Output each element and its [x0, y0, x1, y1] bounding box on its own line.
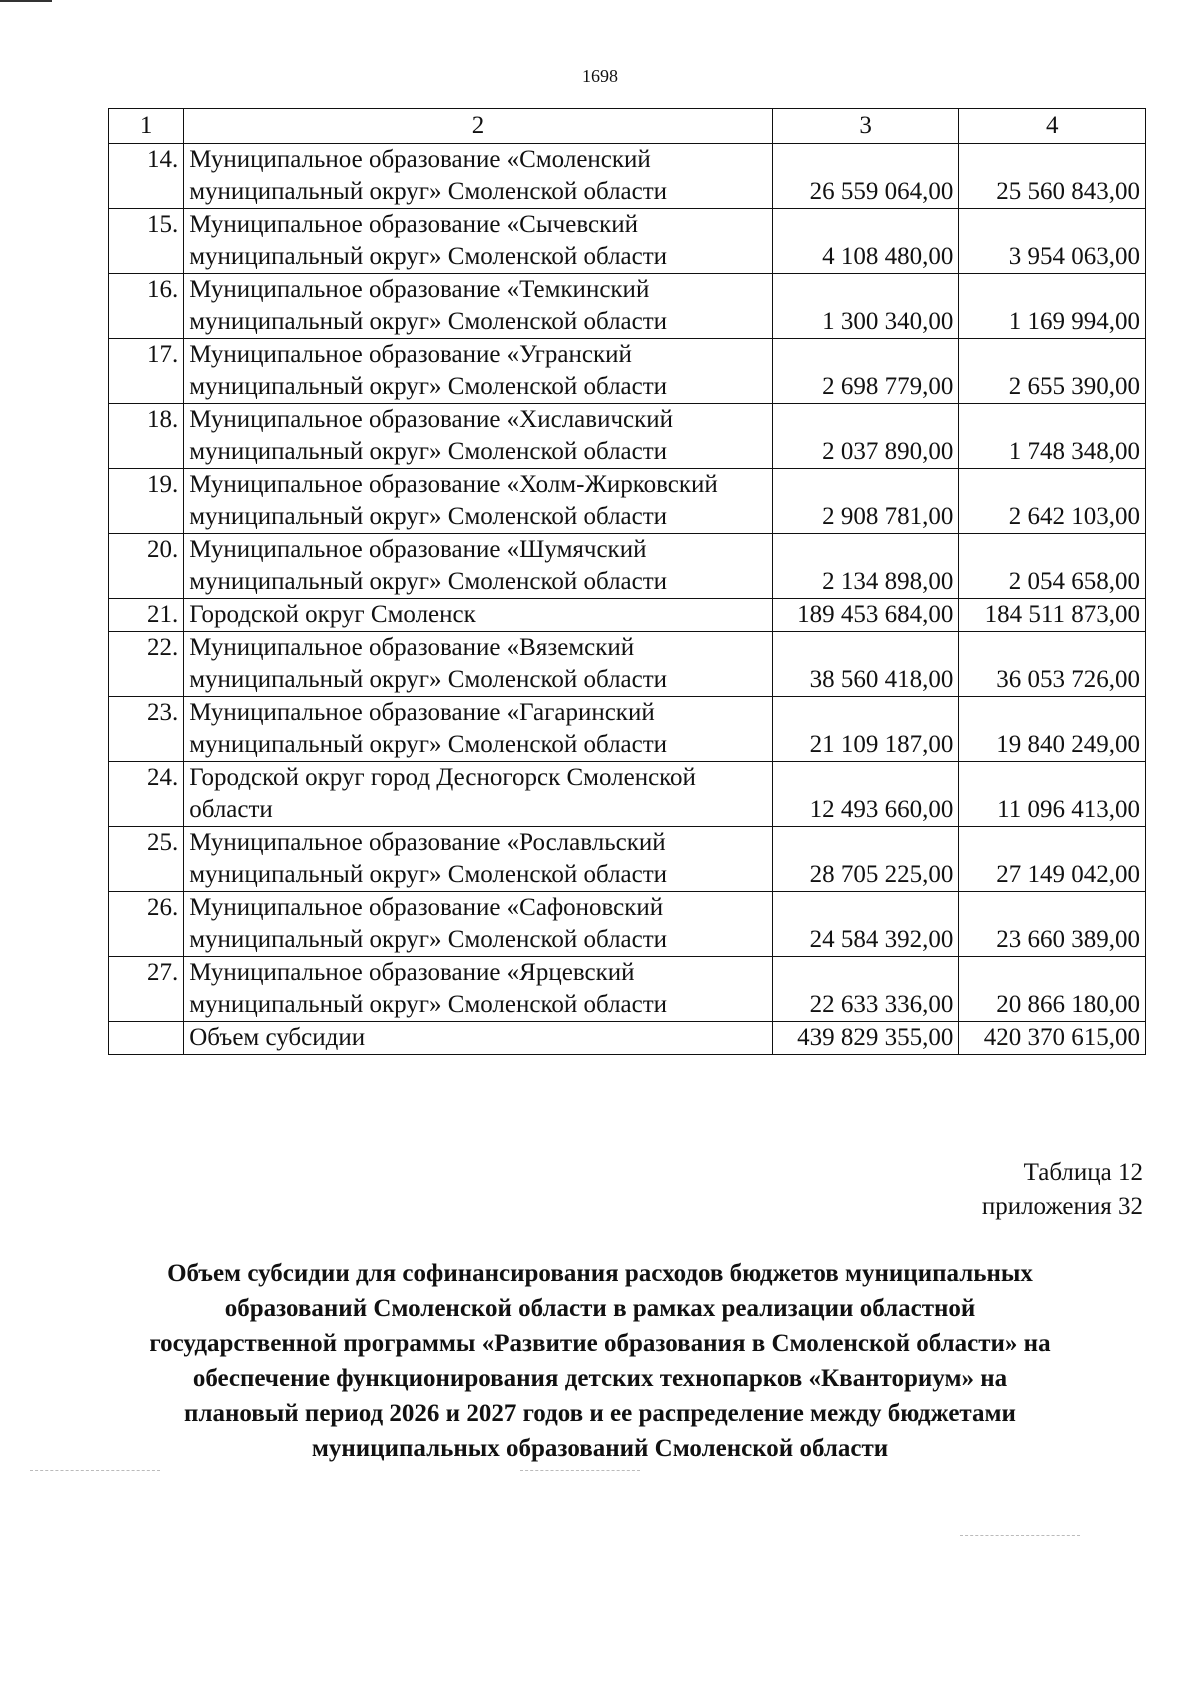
- scan-noise: [30, 1470, 160, 1472]
- row-name: Муниципальное образование «Шумячский муниципальный округ» Смоленской области: [184, 534, 773, 599]
- row-value-col3: 21 109 187,00: [772, 697, 959, 762]
- row-name: Городской округ Смоленск: [184, 599, 773, 632]
- header-col-3: 3: [772, 109, 959, 144]
- header-col-4: 4: [959, 109, 1146, 144]
- table-row: [109, 957, 1146, 1022]
- row-value-col4: 27 149 042,00: [959, 827, 1146, 892]
- header-col-1: 1: [109, 109, 184, 144]
- row-number: 24.: [109, 762, 184, 827]
- row-value-col3: 1 300 340,00: [772, 274, 959, 339]
- row-value-col3: 2 134 898,00: [772, 534, 959, 599]
- row-value-col3: 26 559 064,00: [772, 144, 959, 209]
- heading-line: образований Смоленской области в рамках реализации областной: [224, 1295, 976, 1322]
- row-value-col3: 189 453 684,00: [772, 599, 959, 632]
- row-name: Муниципальное образование «Угранский муниципальный округ» Смоленской области: [184, 339, 773, 404]
- subsidy-table: [108, 108, 1146, 1055]
- row-number: 23.: [109, 697, 184, 762]
- heading-line: государственной программы «Развитие образования в Смоленской области» на: [149, 1330, 1051, 1357]
- table-row: [109, 469, 1146, 534]
- row-value-col4: 2 655 390,00: [959, 339, 1146, 404]
- table-body: [109, 109, 1146, 1055]
- row-number: 27.: [109, 957, 184, 1022]
- row-name: Муниципальное образование «Темкинский муниципальный округ» Смоленской области: [184, 274, 773, 339]
- heading-line: Объем субсидии для софинансирования расходов бюджетов муниципальных: [167, 1260, 1033, 1287]
- row-number: 14.: [109, 144, 184, 209]
- row-name: Муниципальное образование «Вяземский муниципальный округ» Смоленской области: [184, 632, 773, 697]
- section-heading: [100, 1256, 1100, 1466]
- row-value-col3: 28 705 225,00: [772, 827, 959, 892]
- row-value-col4: 19 840 249,00: [959, 697, 1146, 762]
- table-header-row: [109, 109, 1146, 144]
- table-row: [109, 762, 1146, 827]
- table-reference: [982, 1156, 1143, 1224]
- table-row: [109, 827, 1146, 892]
- table-total-row: [109, 1022, 1146, 1055]
- row-number: 22.: [109, 632, 184, 697]
- row-value-col3: 12 493 660,00: [772, 762, 959, 827]
- row-number: 15.: [109, 209, 184, 274]
- row-value-col4: 25 560 843,00: [959, 144, 1146, 209]
- row-name: Муниципальное образование «Рославльский муниципальный округ» Смоленской области: [184, 827, 773, 892]
- scan-edge-line: [0, 0, 52, 2]
- row-value-col4: 420 370 615,00: [959, 1022, 1146, 1055]
- row-value-col3: 4 108 480,00: [772, 209, 959, 274]
- row-name: Городской округ город Десногорск Смоленской области: [184, 762, 773, 827]
- table-row: [109, 534, 1146, 599]
- row-value-col3: 2 908 781,00: [772, 469, 959, 534]
- row-name: Муниципальное образование «Сафоновский муниципальный округ» Смоленской области: [184, 892, 773, 957]
- row-name: Муниципальное образование «Гагаринский муниципальный округ» Смоленской области: [184, 697, 773, 762]
- heading-line: обеспечение функционирования детских технопарков «Кванториум» на: [192, 1365, 1008, 1392]
- row-number: 26.: [109, 892, 184, 957]
- row-name: Муниципальное образование «Холм-Жирковский муниципальный округ» Смоленской области: [184, 469, 773, 534]
- row-value-col3: 24 584 392,00: [772, 892, 959, 957]
- table-row: [109, 144, 1146, 209]
- row-value-col3: 22 633 336,00: [772, 957, 959, 1022]
- heading-line: плановый период 2026 и 2027 годов и ее распределение между бюджетами: [184, 1400, 1016, 1427]
- row-value-col4: 23 660 389,00: [959, 892, 1146, 957]
- row-number: 17.: [109, 339, 184, 404]
- row-value-col4: 1 748 348,00: [959, 404, 1146, 469]
- row-name: Муниципальное образование «Сычевский муниципальный округ» Смоленской области: [184, 209, 773, 274]
- page-number: 1698: [582, 66, 618, 86]
- table-row: [109, 697, 1146, 762]
- scan-noise: [960, 1535, 1080, 1537]
- row-value-col4: 2 054 658,00: [959, 534, 1146, 599]
- row-value-col3: 38 560 418,00: [772, 632, 959, 697]
- row-value-col4: 3 954 063,00: [959, 209, 1146, 274]
- row-value-col4: 36 053 726,00: [959, 632, 1146, 697]
- table-row: [109, 274, 1146, 339]
- row-value-col3: 439 829 355,00: [772, 1022, 959, 1055]
- scan-noise: [520, 1470, 640, 1472]
- row-name: Муниципальное образование «Смоленский муниципальный округ» Смоленской области: [184, 144, 773, 209]
- table-ref-line2: приложения 32: [981, 1193, 1143, 1220]
- row-value-col4: 184 511 873,00: [959, 599, 1146, 632]
- table-row: [109, 599, 1146, 632]
- row-value-col4: 2 642 103,00: [959, 469, 1146, 534]
- header-col-2: 2: [184, 109, 773, 144]
- heading-line: муниципальных образований Смоленской области: [311, 1435, 889, 1462]
- row-number: 16.: [109, 274, 184, 339]
- table-row: [109, 339, 1146, 404]
- row-value-col3: 2 037 890,00: [772, 404, 959, 469]
- row-number: 25.: [109, 827, 184, 892]
- row-value-col3: 2 698 779,00: [772, 339, 959, 404]
- table-row: [109, 404, 1146, 469]
- row-number: [109, 1022, 184, 1055]
- row-name: Муниципальное образование «Ярцевский муниципальный округ» Смоленской области: [184, 957, 773, 1022]
- row-name: Муниципальное образование «Хиславичский муниципальный округ» Смоленской области: [184, 404, 773, 469]
- row-number: 19.: [109, 469, 184, 534]
- row-number: 18.: [109, 404, 184, 469]
- row-number: 21.: [109, 599, 184, 632]
- table-ref-line1: Таблица 12: [1023, 1159, 1143, 1186]
- row-name: Объем субсидии: [184, 1022, 773, 1055]
- table-row: [109, 209, 1146, 274]
- row-value-col4: 11 096 413,00: [959, 762, 1146, 827]
- table-row: [109, 892, 1146, 957]
- table-row: [109, 632, 1146, 697]
- row-value-col4: 20 866 180,00: [959, 957, 1146, 1022]
- row-number: 20.: [109, 534, 184, 599]
- row-value-col4: 1 169 994,00: [959, 274, 1146, 339]
